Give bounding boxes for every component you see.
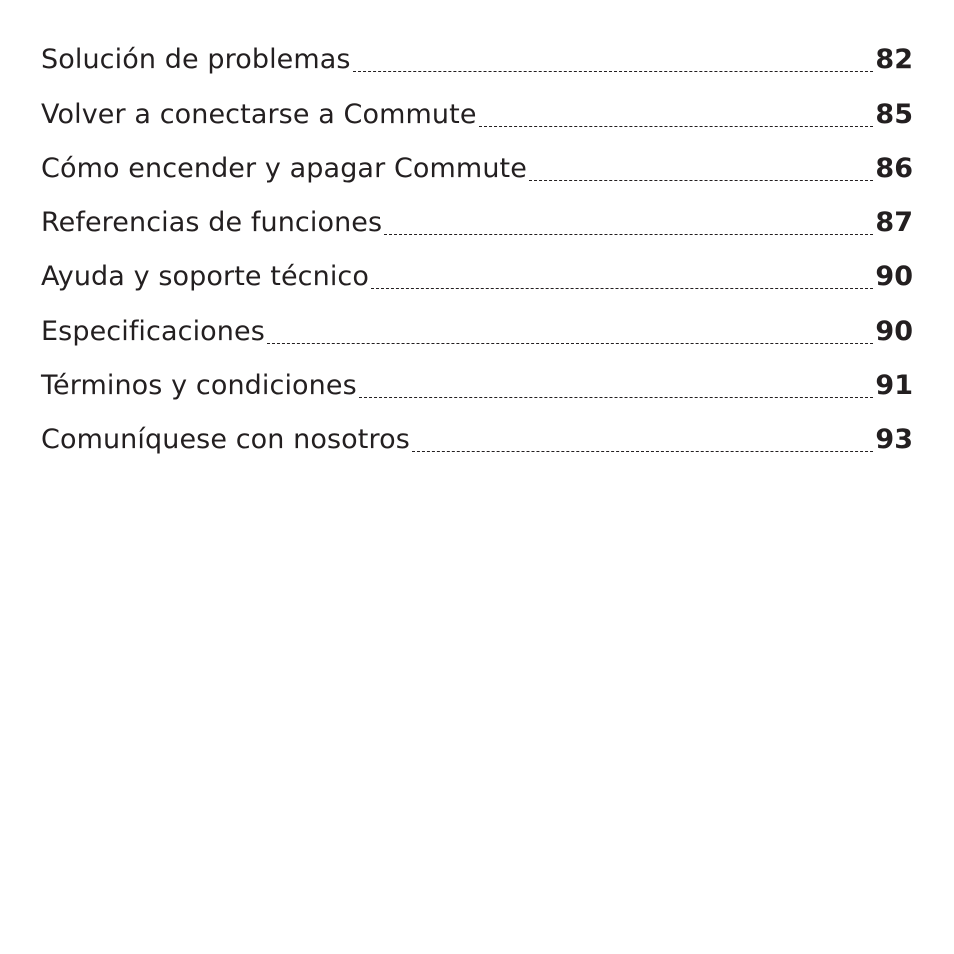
- toc-entry-comuniquese-con-nosotros[interactable]: [41, 412, 913, 466]
- toc-dot-leader: [412, 451, 874, 452]
- toc-entry-especificaciones[interactable]: [41, 303, 913, 357]
- toc-dot-leader: [353, 71, 874, 72]
- toc-entry-page-number: 87: [875, 207, 913, 239]
- table-of-contents: [41, 32, 913, 466]
- toc-entry-page-number: 90: [875, 315, 913, 347]
- toc-entry-title: Especificaciones: [41, 315, 265, 347]
- toc-entry-page-number: 82: [875, 44, 913, 76]
- toc-dot-leader: [479, 126, 874, 127]
- toc-dot-leader: [529, 180, 873, 181]
- toc-entry-referencias-de-funciones[interactable]: [41, 195, 913, 249]
- toc-dot-leader: [359, 397, 874, 398]
- toc-entry-title: Volver a conectarse a Commute: [41, 98, 477, 130]
- toc-entry-page-number: 90: [875, 261, 913, 293]
- toc-entry-page-number: 93: [875, 424, 913, 456]
- toc-dot-leader: [384, 234, 873, 235]
- toc-entry-solucion-de-problemas[interactable]: [41, 32, 913, 86]
- toc-entry-title: Cómo encender y apagar Commute: [41, 152, 527, 184]
- toc-entry-volver-a-conectarse[interactable]: [41, 86, 913, 140]
- toc-dot-leader: [267, 343, 874, 344]
- toc-entry-terminos-y-condiciones[interactable]: [41, 358, 913, 412]
- toc-entry-como-encender-y-apagar[interactable]: [41, 141, 913, 195]
- toc-entry-page-number: 86: [875, 152, 913, 184]
- toc-entry-title: Comuníquese con nosotros: [41, 424, 410, 456]
- toc-entry-page-number: 85: [875, 98, 913, 130]
- toc-entry-title: Ayuda y soporte técnico: [41, 261, 370, 293]
- toc-entry-title: Referencias de funciones: [41, 207, 383, 239]
- toc-dot-leader: [371, 288, 873, 289]
- toc-entry-ayuda-y-soporte[interactable]: [41, 249, 913, 303]
- toc-entry-page-number: 91: [875, 370, 913, 402]
- toc-entry-title: Términos y condiciones: [41, 370, 357, 402]
- toc-entry-title: Solución de problemas: [41, 44, 351, 76]
